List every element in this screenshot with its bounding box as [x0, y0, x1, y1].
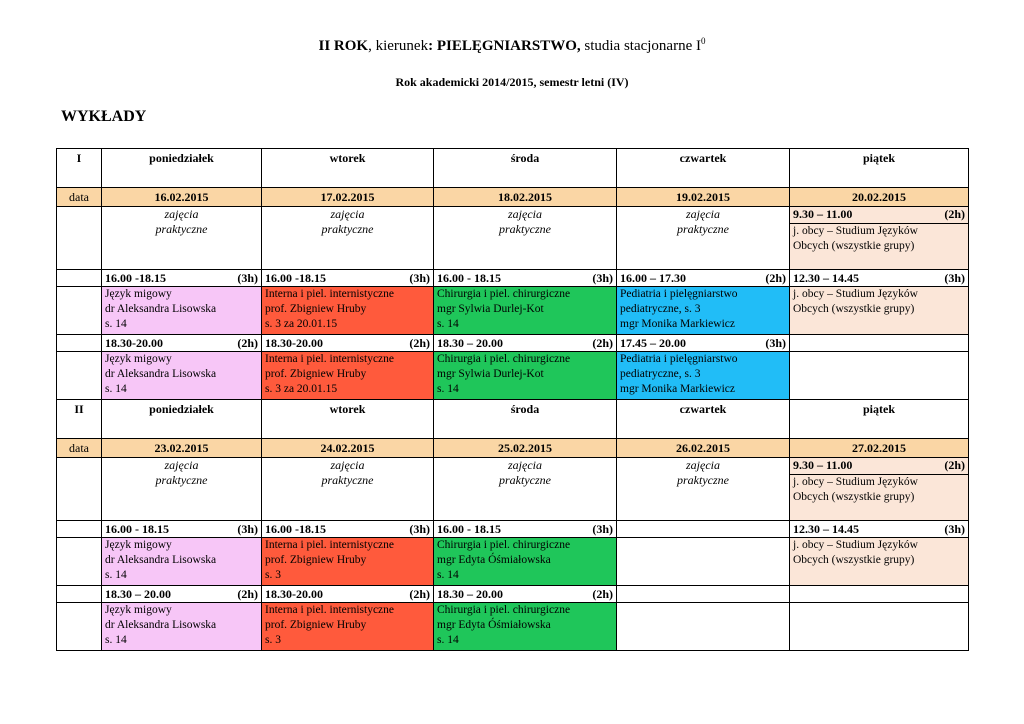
time-text: 16.00 - 18.15: [437, 270, 501, 285]
detail-line: Interna i piel. internistyczne: [265, 353, 395, 365]
time-slot: [620, 336, 786, 351]
time-cell: [617, 521, 790, 538]
detail-line: s. 14: [437, 634, 459, 646]
detail-line: s. 14: [105, 634, 127, 646]
detail-line: s. 14: [437, 383, 459, 395]
detail-line: s. 14: [437, 318, 459, 330]
practical-classes-cell: [102, 207, 262, 270]
time-slot: [105, 336, 258, 351]
practical-line-2: praktyczne: [499, 473, 551, 487]
time-cell: [102, 270, 262, 287]
time-row: [57, 270, 969, 287]
time-slot: [437, 587, 613, 602]
detail-line: mgr Sylwia Durlej-Kot: [437, 368, 544, 380]
academic-year-subtitle: Rok akademicki 2014/2015, semestr letni (IV): [395, 75, 629, 89]
day-header-1: wtorek: [262, 149, 434, 188]
hours-text: (3h): [409, 521, 430, 536]
class-details-cell: [434, 352, 617, 400]
practical-line-1: zajęcia: [508, 458, 542, 472]
detail-line: j. obcy – Studium Języków: [793, 288, 918, 300]
time-text: 18.30-20.00: [265, 586, 323, 601]
time-text: 18.30 – 20.00: [105, 586, 171, 601]
friday-language-details: [790, 538, 969, 586]
class-details-cell: [434, 538, 617, 586]
practical-line-2: praktyczne: [677, 473, 729, 487]
detail-line: s. 3: [265, 569, 281, 581]
time-cell: [434, 586, 617, 603]
time-text: 16.00 -18.15: [105, 270, 166, 285]
empty-cell: [617, 603, 790, 651]
detail-line: pediatryczne, s. 3: [620, 368, 701, 380]
detail-line: dr Aleksandra Lisowska: [105, 619, 217, 631]
hours-text: (3h): [237, 270, 258, 285]
practical-line-1: zajęcia: [330, 207, 365, 221]
class-details-cell: [102, 603, 262, 651]
empty-cell: [57, 538, 102, 586]
detail-line: s. 3 za 20.01.15: [265, 383, 338, 395]
time-slot: [620, 271, 786, 286]
time-text: 16.00 – 17.30: [620, 270, 686, 285]
class-details-cell: [434, 603, 617, 651]
hours-text: (2h): [944, 458, 965, 472]
practical-line-2: praktyczne: [321, 473, 374, 487]
time-slot: [265, 336, 430, 351]
date-row: [57, 188, 969, 207]
friday-language-cell: [790, 458, 969, 521]
practical-line-1: zajęcia: [164, 207, 199, 221]
practical-classes-cell: [262, 458, 434, 521]
time-slot: [105, 271, 258, 286]
empty-cell: [57, 270, 102, 287]
time-text: 9.30 – 11.00: [793, 207, 853, 221]
hours-text: (2h): [237, 586, 258, 601]
hours-text: (3h): [944, 270, 965, 285]
date-label: data: [57, 439, 102, 458]
hours-text: (3h): [592, 270, 613, 285]
class-details-cell: [102, 538, 262, 586]
class-details-cell: [262, 352, 434, 400]
hours-text: (2h): [409, 586, 430, 601]
date-cell: 17.02.2015: [262, 188, 434, 207]
practical-classes-cell: [102, 458, 262, 521]
date-cell: 26.02.2015: [617, 439, 790, 458]
detail-line: Język migowy: [105, 539, 172, 551]
time-slot: [437, 336, 613, 351]
day-header-3: czwartek: [617, 400, 790, 439]
hours-text: (2h): [237, 335, 258, 350]
practical-row: [57, 458, 969, 521]
date-cell: 23.02.2015: [102, 439, 262, 458]
detail-line: Chirurgia i piel. chirurgiczne: [437, 539, 571, 551]
detail-line: pediatryczne, s. 3: [620, 303, 701, 315]
empty-cell: [57, 352, 102, 400]
time-text: 16.00 -18.15: [265, 270, 326, 285]
hours-text: (3h): [409, 270, 430, 285]
detail-line: Obcych (wszystkie grupy): [793, 491, 915, 503]
detail-line: Chirurgia i piel. chirurgiczne: [437, 288, 571, 300]
class-details-cell: [262, 538, 434, 586]
detail-line: prof. Zbigniew Hruby: [265, 303, 367, 315]
date-cell: 16.02.2015: [102, 188, 262, 207]
detail-line: dr Aleksandra Lisowska: [105, 303, 217, 315]
details-row: [57, 603, 969, 651]
details-row: [57, 538, 969, 586]
time-cell: [262, 586, 434, 603]
practical-row: [57, 207, 969, 270]
detail-line: Pediatria i pielęgniarstwo: [620, 288, 738, 300]
day-header-0: poniedziałek: [102, 149, 262, 188]
time-text: 18.30-20.00: [105, 335, 163, 350]
empty-cell: [790, 352, 969, 400]
schedule-table: [56, 148, 969, 651]
section-heading: WYKŁADY: [61, 108, 147, 125]
empty-cell: [57, 207, 102, 270]
hours-text: (2h): [944, 207, 965, 221]
class-details-cell: [262, 603, 434, 651]
detail-line: s. 3: [265, 634, 281, 646]
detail-line: j. obcy – Studium Języków: [793, 539, 918, 551]
time-text: 18.30 – 20.00: [437, 335, 503, 350]
practical-line-2: praktyczne: [677, 222, 729, 236]
detail-line: Język migowy: [105, 604, 172, 616]
week-header-row: [57, 400, 969, 439]
time-cell: [262, 521, 434, 538]
practical-line-2: praktyczne: [155, 473, 208, 487]
detail-line: s. 14: [437, 569, 459, 581]
practical-line-1: zajęcia: [686, 458, 720, 472]
time-cell: [262, 335, 434, 352]
practical-line-1: zajęcia: [330, 458, 365, 472]
hours-text: (2h): [592, 335, 613, 350]
date-cell: 20.02.2015: [790, 188, 969, 207]
detail-line: s. 14: [105, 318, 127, 330]
time-row: [57, 586, 969, 603]
detail-line: Chirurgia i piel. chirurgiczne: [437, 353, 571, 365]
date-cell: 27.02.2015: [790, 439, 969, 458]
friday-details: [790, 224, 968, 254]
time-text: 9.30 – 11.00: [793, 458, 853, 472]
detail-line: Interna i piel. internistyczne: [265, 288, 395, 300]
time-text: 12.30 – 14.45: [793, 270, 859, 285]
class-details-cell: [262, 287, 434, 335]
practical-classes-cell: [434, 458, 617, 521]
time-slot: [265, 522, 430, 537]
week-header-row: [57, 149, 969, 188]
detail-line: mgr Monika Markiewicz: [620, 318, 735, 330]
practical-line-1: zajęcia: [164, 458, 199, 472]
time-cell: [790, 270, 969, 287]
class-details-cell: [102, 352, 262, 400]
empty-cell: [57, 586, 102, 603]
time-slot: [793, 522, 965, 537]
time-row: [57, 335, 969, 352]
date-cell: 25.02.2015: [434, 439, 617, 458]
date-row: [57, 439, 969, 458]
practical-line-2: praktyczne: [321, 222, 374, 236]
empty-cell: [790, 603, 969, 651]
detail-line: mgr Edyta Óśmiałowska: [437, 619, 551, 631]
detail-line: prof. Zbigniew Hruby: [265, 554, 367, 566]
detail-line: Język migowy: [105, 288, 172, 300]
time-cell: [790, 586, 969, 603]
class-details-cell: [617, 352, 790, 400]
empty-cell: [57, 335, 102, 352]
practical-classes-cell: [262, 207, 434, 270]
time-cell: [102, 335, 262, 352]
detail-line: Pediatria i pielęgniarstwo: [620, 353, 738, 365]
day-header-2: środa: [434, 400, 617, 439]
time-slot: [437, 271, 613, 286]
detail-line: Język migowy: [105, 353, 172, 365]
detail-line: Chirurgia i piel. chirurgiczne: [437, 604, 571, 616]
date-label: data: [57, 188, 102, 207]
practical-line-2: praktyczne: [499, 222, 551, 236]
time-text: 18.30-20.00: [265, 335, 323, 350]
empty-cell: [57, 287, 102, 335]
practical-line-1: zajęcia: [508, 207, 542, 221]
class-details-cell: [434, 287, 617, 335]
detail-line: dr Aleksandra Lisowska: [105, 368, 217, 380]
empty-cell: [57, 603, 102, 651]
day-header-1: wtorek: [262, 400, 434, 439]
friday-language-cell: [790, 207, 969, 270]
day-header-2: środa: [434, 149, 617, 188]
detail-line: s. 14: [105, 569, 127, 581]
hours-text: (3h): [944, 521, 965, 536]
time-cell: [434, 521, 617, 538]
date-cell: 24.02.2015: [262, 439, 434, 458]
hours-text: (3h): [765, 335, 786, 350]
detail-line: prof. Zbigniew Hruby: [265, 368, 367, 380]
time-slot: [265, 587, 430, 602]
hours-text: (3h): [237, 521, 258, 536]
practical-line-2: praktyczne: [155, 222, 208, 236]
time-cell: [617, 586, 790, 603]
day-header-4: piątek: [790, 149, 969, 188]
friday-language-details: [790, 287, 969, 335]
friday-details: [790, 475, 968, 505]
date-cell: 18.02.2015: [434, 188, 617, 207]
friday-time: [790, 458, 968, 475]
time-text: 16.00 - 18.15: [437, 521, 501, 536]
hours-text: (2h): [409, 335, 430, 350]
time-row: [57, 521, 969, 538]
detail-line: Interna i piel. internistyczne: [265, 604, 395, 616]
detail-line: mgr Edyta Óśmiałowska: [437, 554, 551, 566]
time-cell: [102, 586, 262, 603]
document-title: II ROK, kierunek: PIELĘGNIARSTWO, studia stacjonarne $I^0$: [318, 36, 706, 54]
empty-cell: [57, 521, 102, 538]
detail-line: dr Aleksandra Lisowska: [105, 554, 217, 566]
time-text: 12.30 – 14.45: [793, 521, 859, 536]
empty-cell: [617, 538, 790, 586]
detail-line: j. obcy – Studium Języków: [793, 225, 918, 237]
time-slot: [265, 271, 430, 286]
detail-line: prof. Zbigniew Hruby: [265, 619, 367, 631]
time-slot: [437, 522, 613, 537]
time-text: 16.00 -18.15: [265, 521, 326, 536]
practical-classes-cell: [617, 207, 790, 270]
practical-classes-cell: [434, 207, 617, 270]
time-cell: [262, 270, 434, 287]
date-cell: 19.02.2015: [617, 188, 790, 207]
time-cell: [434, 270, 617, 287]
detail-line: Obcych (wszystkie grupy): [793, 240, 915, 252]
detail-line: mgr Monika Markiewicz: [620, 383, 735, 395]
time-slot: [793, 271, 965, 286]
time-text: 18.30 – 20.00: [437, 586, 503, 601]
hours-text: (2h): [765, 270, 786, 285]
practical-classes-cell: [617, 458, 790, 521]
time-cell: [617, 335, 790, 352]
detail-line: Interna i piel. internistyczne: [265, 539, 395, 551]
detail-line: j. obcy – Studium Języków: [793, 476, 918, 488]
details-row: [57, 287, 969, 335]
hours-text: (2h): [592, 586, 613, 601]
week-number: I: [57, 149, 102, 188]
time-cell: [790, 521, 969, 538]
week-number: II: [57, 400, 102, 439]
day-header-4: piątek: [790, 400, 969, 439]
time-slot: [105, 587, 258, 602]
detail-line: mgr Sylwia Durlej-Kot: [437, 303, 544, 315]
time-cell: [434, 335, 617, 352]
class-details-cell: [102, 287, 262, 335]
practical-line-1: zajęcia: [686, 207, 720, 221]
detail-line: s. 14: [105, 383, 127, 395]
detail-line: Obcych (wszystkie grupy): [793, 303, 915, 315]
time-slot: [105, 522, 258, 537]
time-cell: [790, 335, 969, 352]
time-cell: [102, 521, 262, 538]
time-text: 17.45 – 20.00: [620, 335, 686, 350]
friday-time: [790, 207, 968, 224]
hours-text: (3h): [592, 521, 613, 536]
details-row: [57, 352, 969, 400]
day-header-3: czwartek: [617, 149, 790, 188]
detail-line: s. 3 za 20.01.15: [265, 318, 338, 330]
day-header-0: poniedziałek: [102, 400, 262, 439]
time-text: 16.00 - 18.15: [105, 521, 169, 536]
time-cell: [617, 270, 790, 287]
detail-line: Obcych (wszystkie grupy): [793, 554, 915, 566]
empty-cell: [57, 458, 102, 521]
class-details-cell: [617, 287, 790, 335]
